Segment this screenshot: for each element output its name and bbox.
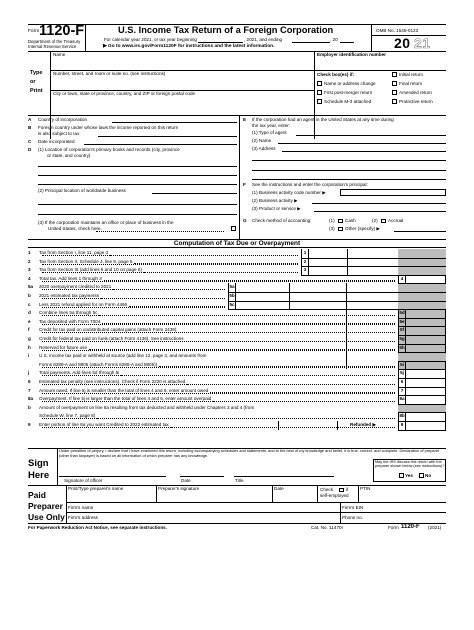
use-only-label: Use Only: [28, 512, 65, 522]
books-location-label-2: or state, and country): [47, 153, 91, 158]
final-return-checkbox[interactable]: [392, 81, 397, 86]
city-field[interactable]: [50, 97, 314, 109]
ein-field[interactable]: [315, 58, 446, 70]
cash-label: Cash: [345, 218, 356, 223]
books-location-label: (1) Location of corporation's primary books and records (city, province: [38, 147, 180, 152]
line-box-label: 5b: [228, 292, 236, 301]
line-description: Total payments. Add lines 5d through 5i: [39, 370, 120, 376]
protective-return-label: Protective return: [399, 98, 433, 104]
line-number: i: [28, 353, 30, 359]
sign-date-label: Date: [181, 477, 191, 483]
line-amount-field[interactable]: [309, 249, 348, 258]
preparer-name-label: Print/Type preparer's name: [68, 486, 124, 491]
cash-checkbox[interactable]: [338, 219, 343, 224]
line-description: Tax from Section I, line 11, page 3: [39, 250, 109, 255]
accrual-checkbox[interactable]: [381, 219, 386, 224]
initial-return-label: Initial return: [399, 71, 424, 77]
form-label: Form: [28, 29, 40, 34]
line-number: 2: [28, 258, 31, 264]
letter-b: B: [28, 125, 32, 130]
discuss-no-checkbox[interactable]: [419, 473, 424, 478]
line-amount-field[interactable]: [406, 395, 446, 404]
amended-return-checkbox[interactable]: [392, 90, 397, 95]
post-merger-label: First post-merger return: [324, 89, 373, 95]
agent-type-label: (1) Type of agent: [252, 130, 287, 135]
line-number: f: [28, 327, 30, 333]
preparer-signature-label: Preparer's signature: [158, 486, 200, 491]
line-amount-field[interactable]: [309, 258, 348, 267]
department-line: Department of the Treasury: [28, 39, 81, 44]
line-number: 8a: [28, 396, 34, 402]
omb-number: OMB No. 1545-0123: [376, 28, 419, 33]
discuss-question: May the IRS discuss this return with the preparer shown below (see instructions)?: [375, 459, 445, 468]
protective-return-checkbox[interactable]: [392, 99, 397, 104]
activity-code-label: (1) Business activity code number ▶: [252, 190, 326, 195]
line-description: Forms 8288-A and 8805 (attach Forms 8288-A and 8805)): [39, 361, 158, 367]
line-number: 7: [28, 387, 31, 393]
footer-year: (2021): [428, 524, 442, 530]
line-amount-field[interactable]: [309, 266, 348, 275]
type-label: Type: [30, 70, 43, 76]
line-description: Less 2021 refund applied for on Form 4466: [39, 301, 128, 307]
letter-e: E: [243, 117, 247, 122]
street-field[interactable]: [50, 77, 314, 89]
line-number: 5a: [28, 284, 34, 290]
agent-name-label: (2) Name: [252, 138, 272, 143]
agent-label-2: the tax year, enter:: [252, 123, 291, 128]
line-box-label: 5j: [398, 369, 406, 378]
line-number: b: [28, 404, 31, 410]
line-amount-field[interactable]: [406, 344, 446, 353]
line-description: Amount of overpayment on line 8a resulting from tax deducted and withheld under Chapters 3 and 4 (from: [39, 404, 255, 410]
line-amount-field[interactable]: [406, 387, 446, 396]
date-incorporated-label: Date incorporated: [38, 139, 75, 144]
instructions-link-line: ▶ Go to www.irs.gov/Form1120F for instructions and the latest information.: [103, 43, 275, 49]
firm-address-label: Firm's address: [68, 515, 98, 520]
foreign-country-label: Foreign country under whose laws the income reported on this return: [38, 125, 179, 130]
preparer-label: Preparer: [28, 501, 63, 511]
line-description: Reserved for future use: [39, 344, 88, 350]
paperwork-notice: For Paperwork Reduction Act Notice, see separate instructions.: [28, 524, 167, 530]
country-label: Country of incorporation: [38, 117, 88, 122]
principal-location-label: (2) Principal location of worldwide business: [38, 188, 126, 193]
city-label: City or town, state or province, country, and ZIP or foreign postal code: [53, 91, 196, 96]
name-label: Name: [53, 52, 66, 57]
line-box-label: 5h: [398, 344, 406, 353]
sign-label: Sign: [28, 458, 49, 469]
activity-code-field[interactable]: [340, 189, 446, 196]
line-description: U.S. income tax paid or withheld at source (add line 12, page 3, and amounts from: [39, 353, 207, 359]
line-number: g: [28, 336, 31, 341]
other-number: (3): [329, 226, 335, 231]
line-box-label: 3: [301, 266, 309, 275]
credited-amount-field[interactable]: [278, 421, 338, 430]
product-service-label: (3) Product or service ▶: [252, 206, 301, 211]
firm-name-label: Firm's name: [68, 505, 94, 510]
us-office-label-2: United States, check here.: [48, 226, 102, 231]
paid-label: Paid: [28, 490, 46, 500]
computation-title: Computation of Tax Due or Overpayment: [173, 239, 301, 247]
letter-f: F: [243, 182, 246, 187]
discuss-yes-label: Yes: [405, 472, 413, 478]
agent-label: If the corporation had an agent in the United States at any time during: [252, 117, 394, 122]
line-box-label: 5g: [398, 335, 406, 344]
line-number: c: [28, 301, 31, 307]
line-box-label: 4: [398, 275, 406, 284]
line-amount-field[interactable]: [236, 283, 290, 292]
schedule-m3-checkbox[interactable]: [317, 99, 322, 104]
line-description: Total tax. Add lines 1 through 3: [39, 275, 102, 281]
line-box-label: 5d: [398, 309, 406, 318]
refunded-label: Refunded ▶: [350, 422, 376, 427]
line-description: Tax from Section III (add lines 6 and 10 on page 6): [39, 267, 142, 273]
line-description: Tax from Section II, Schedule J, line 9, page 5: [39, 258, 133, 264]
other-method-checkbox[interactable]: [338, 227, 343, 232]
form-title: U.S. Income Tax Return of a Foreign Corporation: [118, 25, 334, 35]
foreign-country-label-2: is also subject to tax: [38, 131, 80, 136]
line-box-label: 5a: [228, 283, 236, 292]
here-label: Here: [28, 470, 50, 481]
line-description: Enter portion of line 8a you want Credited to 2022 estimated tax: [39, 422, 169, 427]
line-description: Overpayment. If line 5j is larger than the total of lines 4 and 6, enter amount overpaid: [39, 396, 212, 402]
cash-number: (1): [329, 218, 335, 223]
name-change-label: Name or address change: [324, 80, 376, 86]
line-description: 2021 estimated tax payments: [39, 293, 100, 298]
line-description: Credit for tax paid on undistributed capital gains (attach Form 2439): [39, 327, 177, 333]
line-number: 3: [28, 267, 31, 273]
letter-c: C: [28, 139, 32, 144]
line-box-label: 6: [398, 378, 406, 387]
line-description: Tax deposited with Form 7004: [39, 318, 101, 324]
line-amount-field[interactable]: [406, 309, 446, 318]
irs-line: Internal Revenue Service: [28, 43, 77, 49]
discuss-yes-checkbox[interactable]: [399, 473, 404, 478]
letter-g: G: [243, 218, 247, 223]
line-box-label: 5e: [398, 318, 406, 327]
preparer-date-label: Date: [274, 486, 284, 491]
self-employed-check-label: Check: [320, 487, 334, 492]
line-box-label: 8a: [398, 395, 406, 404]
self-employed-checkbox[interactable]: [339, 488, 344, 493]
line-box-label: 1: [301, 249, 309, 258]
us-office-checkbox[interactable]: [231, 226, 236, 231]
line-amount-field[interactable]: [406, 318, 446, 327]
self-employed-label: self-employed: [320, 493, 349, 498]
catalog-number: Cat. No. 11470I: [311, 524, 343, 530]
line-number: 6: [28, 379, 31, 384]
schedule-m3-label: Schedule M-3 attached: [324, 98, 372, 104]
amended-return-label: Amended return: [399, 89, 432, 95]
line-amount-field[interactable]: [406, 326, 446, 335]
officer-signature-field[interactable]: [59, 464, 165, 476]
line-amount-field[interactable]: [406, 378, 446, 387]
line-amount-field[interactable]: [236, 292, 290, 301]
accounting-method-label: Check method of accounting:: [252, 218, 312, 223]
line-amount-field[interactable]: [406, 412, 446, 421]
line-number: h: [28, 344, 31, 350]
ein-label: Employer identification number: [317, 52, 386, 57]
line-description: 2020 overpayment credited to 2021: [39, 284, 112, 290]
line-amount-field[interactable]: [236, 301, 290, 310]
final-return-label: Final return: [399, 80, 423, 86]
tax-year-suffix: 21: [414, 35, 431, 51]
accrual-number: (2): [372, 218, 378, 223]
line-number: j: [28, 370, 30, 376]
line-number: 9: [28, 422, 31, 427]
tax-year-line-mid: , 2021, and ending: [244, 37, 283, 42]
business-activity-label: (2) Business activity ▶: [252, 198, 298, 203]
line-box-label: 9: [398, 421, 406, 430]
line-box-label: 5f: [398, 326, 406, 335]
footer-form-number: 1120-F: [401, 523, 420, 530]
officer-signature-label: Signature of officer: [64, 477, 103, 483]
phone-label: Phone no.: [342, 515, 363, 520]
line-number: 1: [28, 250, 31, 255]
principal-activity-label: See the instructions and enter the corporation's principal:: [252, 182, 368, 187]
line-amount-field[interactable]: [406, 275, 446, 284]
us-office-label: (3) If the corporation maintains an office or place of business in the: [38, 220, 174, 225]
print-label: Print: [30, 88, 43, 94]
line-description: Schedule W, line 7, page 8): [39, 413, 96, 419]
tax-year-prefix: 20: [394, 35, 411, 51]
name-field[interactable]: [50, 58, 314, 70]
officer-title-label: Title: [235, 477, 244, 483]
line-box-label: 8b: [398, 412, 406, 421]
check-boxes-label: Check box(es) if:: [317, 71, 355, 77]
line-description: Credit for federal tax paid on fuels (attach Form 4136). See instructions: [39, 336, 184, 341]
line-amount-field[interactable]: [406, 335, 446, 344]
line-amount-field[interactable]: [406, 421, 446, 430]
line-number: d: [28, 310, 31, 316]
firm-ein-label: Firm's EIN: [342, 505, 364, 510]
line-description: Amount owed. If line 5j is smaller than the total of lines 4 and 6, enter amount owed: [39, 387, 209, 393]
form-number: 1120-F: [39, 23, 85, 39]
letter-d: D: [28, 147, 32, 152]
discuss-no-label: No: [425, 472, 432, 478]
post-merger-checkbox[interactable]: [317, 90, 322, 95]
line-amount-field[interactable]: [406, 361, 446, 370]
line-box-label: 7: [398, 387, 406, 396]
line-box-label: 5c: [228, 301, 236, 310]
line-description: Estimated tax penalty (see instructions). Check if Form 2220 is attached: [39, 379, 186, 384]
line-number: 4: [28, 275, 31, 281]
ptin-label: PTIN: [360, 486, 371, 491]
form-1120f: [28, 24, 446, 622]
perjury-statement: Under penalties of perjury, I declare that I have examined this return, including accompanying schedules and statements, and to the best of my knowledge and belief, it is true, correct, and complete. Declaration of preparer (other than taxpayer) is based on all information of which preparer has any knowledge.: [59, 448, 440, 458]
line-number: b: [28, 293, 31, 298]
line-number: e: [28, 318, 31, 324]
line-description: Combine lines 5a through 5c: [39, 310, 98, 316]
accrual-label: Accrual: [388, 218, 404, 223]
initial-return-checkbox[interactable]: [392, 72, 397, 77]
tax-year-line-start: For calendar year 2021, or tax year beginning: [104, 37, 197, 42]
line-amount-field[interactable]: [406, 369, 446, 378]
tax-year-line-end: , 20: [330, 37, 338, 42]
line-box-label: 2: [301, 258, 309, 267]
name-change-checkbox[interactable]: [317, 81, 322, 86]
letter-a: A: [28, 117, 32, 122]
line-box-label: 5i: [398, 361, 406, 370]
self-employed-if-label: if: [346, 487, 349, 492]
footer-form-label: Form: [388, 524, 399, 530]
or-label: or: [30, 79, 36, 85]
other-method-label: Other (specify) ▶: [345, 226, 380, 231]
agent-address-label: (3) Address: [252, 146, 276, 151]
street-label: Number, street, and room or suite no. (see instructions): [53, 71, 166, 76]
